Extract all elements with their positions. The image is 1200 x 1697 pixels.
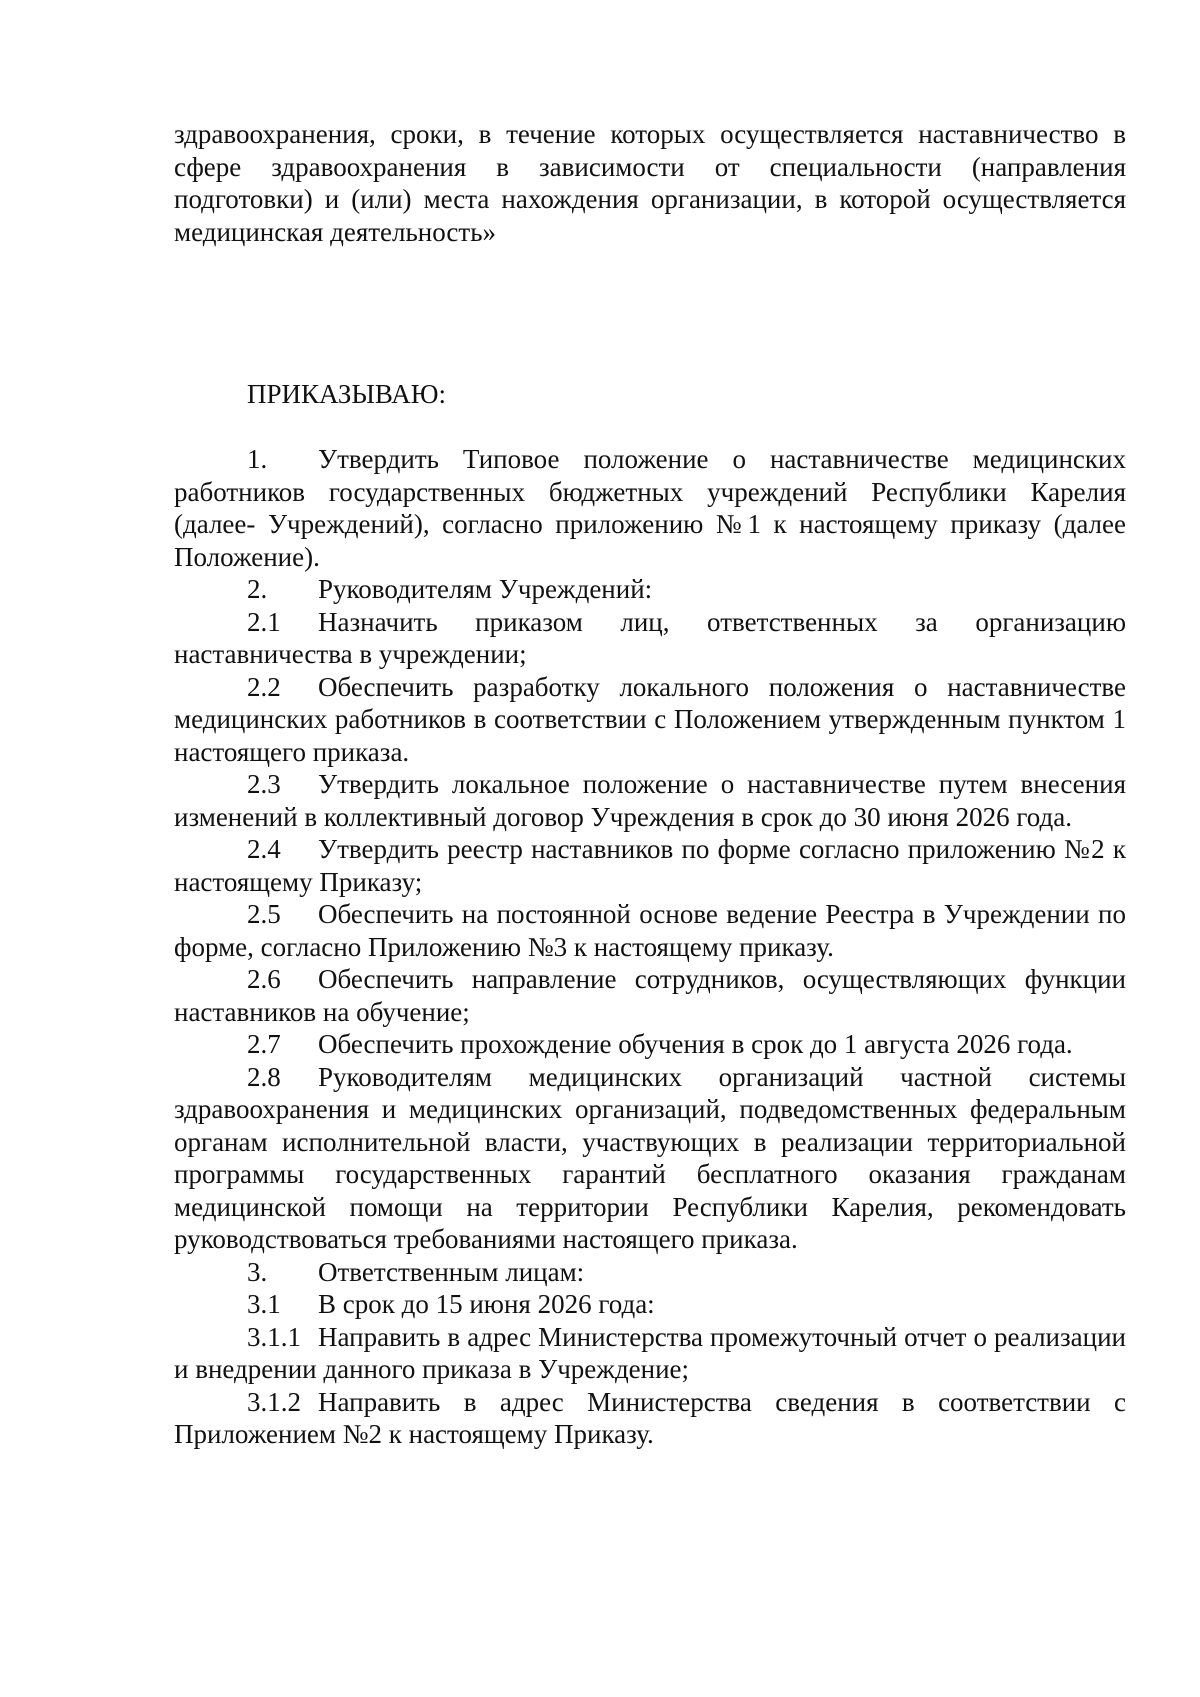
item-number: 2.5 xyxy=(247,899,281,929)
list-item xyxy=(174,1256,1126,1289)
order-items xyxy=(174,443,1126,1451)
item-number: 3.1.1 xyxy=(247,1321,301,1352)
list-item xyxy=(174,573,1126,606)
item-number: 3. xyxy=(247,1256,268,1287)
item-number: 3.1.2 xyxy=(247,1386,301,1417)
item-text: Утвердить Типовое положение о наставничестве медицинских работников государственных бюджетных учреждений Республики Карелия (далее- Учреждений), согласно приложению №1 к настоящему приказу (далее Положение). xyxy=(174,444,1126,572)
item-text: Утвердить локальное положение о наставничестве путем внесения изменений в коллективный договор Учреждения в срок до 30 июня 2026 года. xyxy=(174,769,1126,832)
list-item xyxy=(174,768,1126,833)
item-text: Обеспечить разработку локального положения о наставничестве медицинских работников в соответствии с Положением утвержденным пунктом 1 настоящего приказа. xyxy=(174,671,1126,767)
item-text: Направить в адрес Министерства промежуточный отчет о реализации и внедрении данного приказа в Учреждение; xyxy=(174,1321,1126,1384)
item-text: Направить в адрес Министерства сведения в соответствии с Приложением №2 к настоящему Приказу. xyxy=(174,1386,1126,1449)
item-text: Обеспечить прохождение обучения в срок до 1 августа 2026 года. xyxy=(318,1029,1073,1059)
item-number: 2.2 xyxy=(247,671,281,702)
item-number: 2.7 xyxy=(247,1029,281,1059)
item-text: Обеспечить направление сотрудников, осуществляющих функции наставников на обучение; xyxy=(174,964,1126,1027)
item-text: Назначить приказом лиц, ответственных за организацию наставничества в учреждении; xyxy=(174,606,1126,669)
item-number: 3.1 xyxy=(247,1289,281,1319)
item-text: Ответственным лицам: xyxy=(318,1256,585,1287)
list-item xyxy=(174,963,1126,1028)
item-text: Руководителям Учреждений: xyxy=(318,574,653,604)
item-number: 2. xyxy=(247,574,268,604)
item-text: Руководителям медицинских организаций частной системы здравоохранения и медицинских организаций, подведомственных федеральным органам исполнительной власти, участвующих в реализации территориальной программы государственных гарантий бесплатного оказания гражданам медицинской помощи на территории Республики Карелия, рекомендовать руководствоваться требованиями настоящего приказа. xyxy=(174,1061,1126,1254)
list-item xyxy=(174,1386,1126,1451)
item-number: 2.3 xyxy=(247,769,281,799)
item-number: 2.4 xyxy=(247,834,281,864)
list-item xyxy=(174,898,1126,963)
list-item xyxy=(174,1061,1126,1256)
list-item xyxy=(174,443,1126,573)
item-text: Утвердить реестр наставников по форме согласно приложению №2 к настоящему Приказу; xyxy=(174,834,1126,897)
item-number: 2.6 xyxy=(247,964,281,994)
item-number: 1. xyxy=(247,444,268,474)
list-item xyxy=(174,833,1126,898)
item-text: Обеспечить на постоянной основе ведение Реестра в Учреждении по форме, согласно Приложению №3 к настоящему приказу. xyxy=(174,899,1126,962)
item-number: 2.8 xyxy=(247,1061,281,1092)
intro-paragraph: здравоохранения, сроки, в течение которых осуществляется наставничество в сфере здравоохранения в зависимости от специальности (направления подготовки) и (или) места нахождения организации, в которой осуществляется медицинская деятельность» xyxy=(174,119,1126,247)
item-text: В срок до 15 июня 2026 года: xyxy=(318,1289,655,1319)
order-heading: ПРИКАЗЫВАЮ: xyxy=(247,379,446,409)
list-item xyxy=(174,606,1126,671)
list-item xyxy=(174,1288,1126,1321)
item-number: 2.1 xyxy=(247,606,281,637)
list-item xyxy=(174,1321,1126,1386)
list-item xyxy=(174,1028,1126,1061)
list-item xyxy=(174,671,1126,769)
